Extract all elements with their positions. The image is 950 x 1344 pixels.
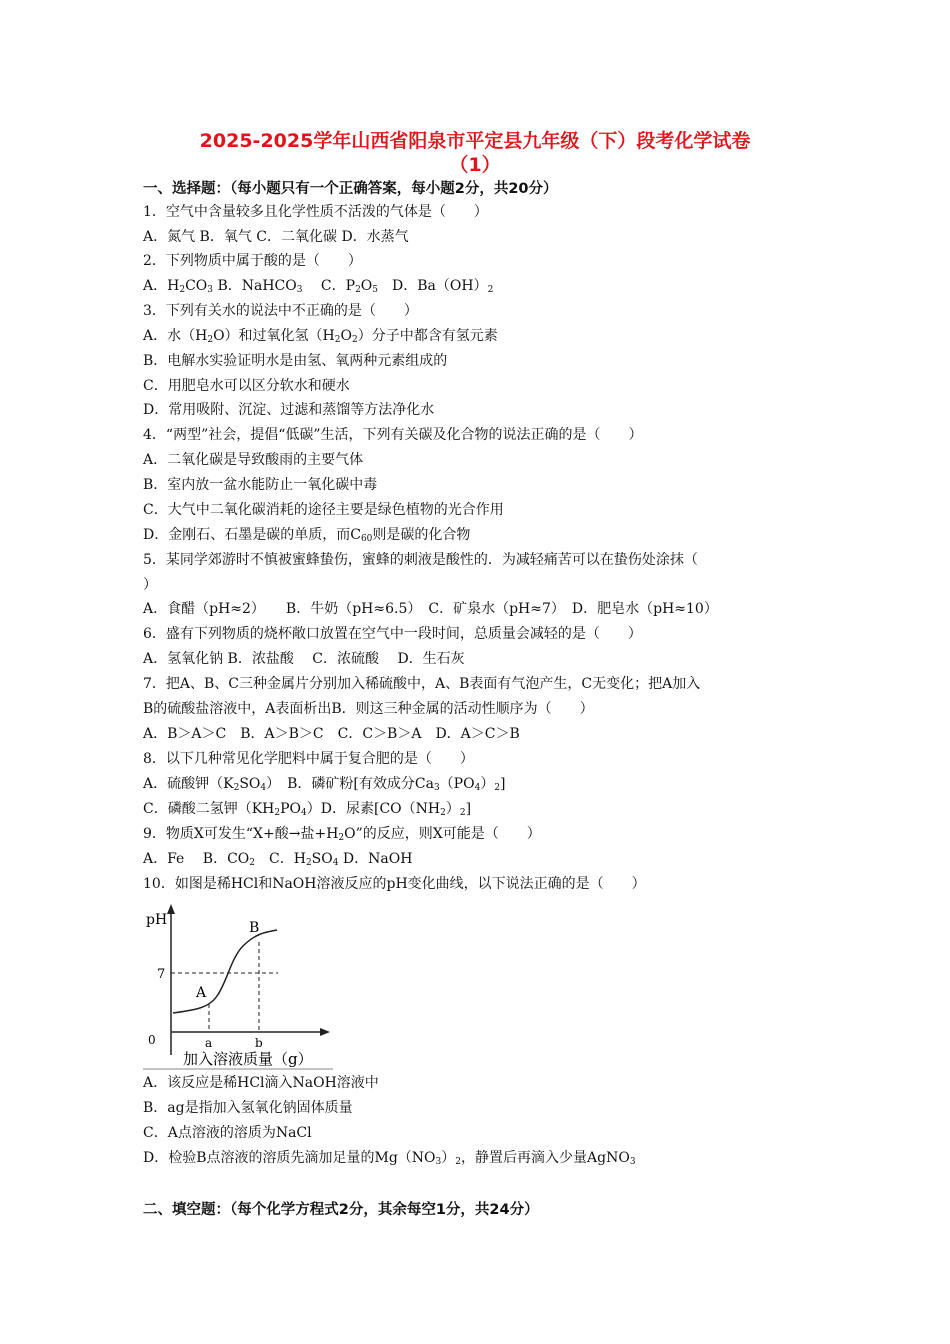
q8-options-cd: C．磷酸二氢钾$(KH_2PO_4)D$．尿素$[CO(NH_2)_2]$ <box>143 801 472 818</box>
x-axis-arrow <box>320 1028 330 1036</box>
exam-title: 2025-2025学年山西省阳泉市平定县九年级（下）段考化学试卷 <box>199 130 751 152</box>
ph-curve <box>173 930 277 1013</box>
section-2-heading: 二、填空题：（每个化学方程式2分，其余每空1分，共24分） <box>143 1202 539 1218</box>
q8-stem: 8．以下几种常见化学肥料中属于复合肥的是（ ） <box>143 751 474 767</box>
q4-option-d: D．金刚石、石墨是碳的单质，而$C_{60}$则是碳的化合物 <box>143 527 471 544</box>
q1-stem: 1．空气中含量较多且化学性质不活泼的气体是（ ） <box>143 204 488 220</box>
q3-stem: 3．下列有关水的说法中不正确的是（ ） <box>143 303 418 319</box>
q4-option-c: C．大气中二氧化碳消耗的途径主要是绿色植物的光合作用 <box>143 502 504 518</box>
ph-curve-graph <box>143 900 343 1070</box>
q9-stem: 9．物质X可发生“X+酸→盐$+H_2O$”的反应，则X可能是（ ） <box>143 826 541 843</box>
q2-options: A．$H_2CO_3$ B．NaHCO$_3$ C．$P_2O_5$ D．$Ba(OH)_2$ <box>143 278 494 295</box>
y-axis-arrow <box>167 904 175 914</box>
q1-options: A．氮气 B．氧气 C．二氧化碳 D．水蒸气 <box>143 229 409 245</box>
q7-stem-2: B的硫酸盐溶液中，A表面析出B．则这三种金属的活动性顺序为（ ） <box>143 701 594 717</box>
q7-options: A．B＞A＞C B．A＞B＞C C．C＞B＞A D．A＞C＞B <box>143 726 520 742</box>
tick-a-label: a <box>205 1036 213 1050</box>
q8-options-ab: A．硫酸钾$(K_2SO_4)$ B．磷矿粉[有效成分$Ca_3(PO_4)_2$] <box>143 776 506 793</box>
point-a-label: A <box>196 985 207 1001</box>
q10-option-a: A．该反应是稀HCl滴入NaOH溶液中 <box>143 1075 379 1091</box>
x-axis-label: 加入溶液质量（g） <box>183 1050 313 1068</box>
q3-option-a: A．水$(H_2O)$和过氧化氢$(H_2O_2)$分子中都含有氢元素 <box>143 328 498 345</box>
q10-option-c: C．A点溶液的溶质为NaCl <box>143 1125 312 1141</box>
y-axis-label: pH <box>146 912 168 928</box>
q5-options: A．食醋（pH≈2） B．牛奶（pH≈6.5） C．矿泉水（pH≈7） D．肥皂水（pH≈10） <box>143 601 718 617</box>
q4-option-b: B．室内放一盆水能防止一氧化碳中毒 <box>143 477 378 493</box>
q6-options: A．氢氧化钠 B．浓盐酸 C．浓硫酸 D．生石灰 <box>143 651 465 667</box>
q2-stem: 2．下列物质中属于酸的是（ ） <box>143 253 362 269</box>
ph7-label: 7 <box>157 967 166 982</box>
tick-b-label: b <box>255 1036 263 1050</box>
q3-option-b: B．电解水实验证明水是由氢、氧两种元素组成的 <box>143 353 448 369</box>
point-b-label: B <box>249 920 260 936</box>
q9-options: A．Fe B．$CO_2$ C．$H_2SO_4$ D．NaOH <box>143 851 413 868</box>
q5-stem: 5．某同学郊游时不慎被蜜蜂蛰伤，蜜蜂的刺液是酸性的．为减轻痛苦可以在蛰伤处涂抹（ <box>143 552 698 568</box>
q4-option-a: A．二氧化碳是导致酸雨的主要气体 <box>143 452 364 468</box>
q6-stem: 6．盛有下列物质的烧杯敞口放置在空气中一段时间，总质量会减轻的是（ ） <box>143 626 642 642</box>
q5-stem-end: ） <box>143 577 157 593</box>
q10-option-d: D．检验B点溶液的溶质先滴加足量的$Mg(NO_3)_2$，静置后再滴入少量AgNO$_3$ <box>143 1150 636 1167</box>
q4-stem: 4．“两型”社会，提倡“低碳”生活，下列有关碳及化合物的说法正确的是（ ） <box>143 427 643 443</box>
q3-option-c: C．用肥皂水可以区分软水和硬水 <box>143 378 350 394</box>
q10-option-b: B．ag是指加入氢氧化钠固体质量 <box>143 1100 353 1116</box>
section-1-heading: 一、选择题：（每小题只有一个正确答案，每小题2分，共20分） <box>143 181 558 197</box>
q3-option-d: D．常用吸附、沉淀、过滤和蒸馏等方法净化水 <box>143 402 435 418</box>
exam-title-number: （1） <box>449 154 501 176</box>
origin-label: 0 <box>148 1033 156 1047</box>
q7-stem-1: 7．把A、B、C三种金属片分别加入稀硫酸中，A、B表面有气泡产生，C无变化；把A加入 <box>143 676 701 692</box>
q10-stem: 10．如图是稀HCl和NaOH溶液反应的pH变化曲线，以下说法正确的是（ ） <box>143 876 646 892</box>
